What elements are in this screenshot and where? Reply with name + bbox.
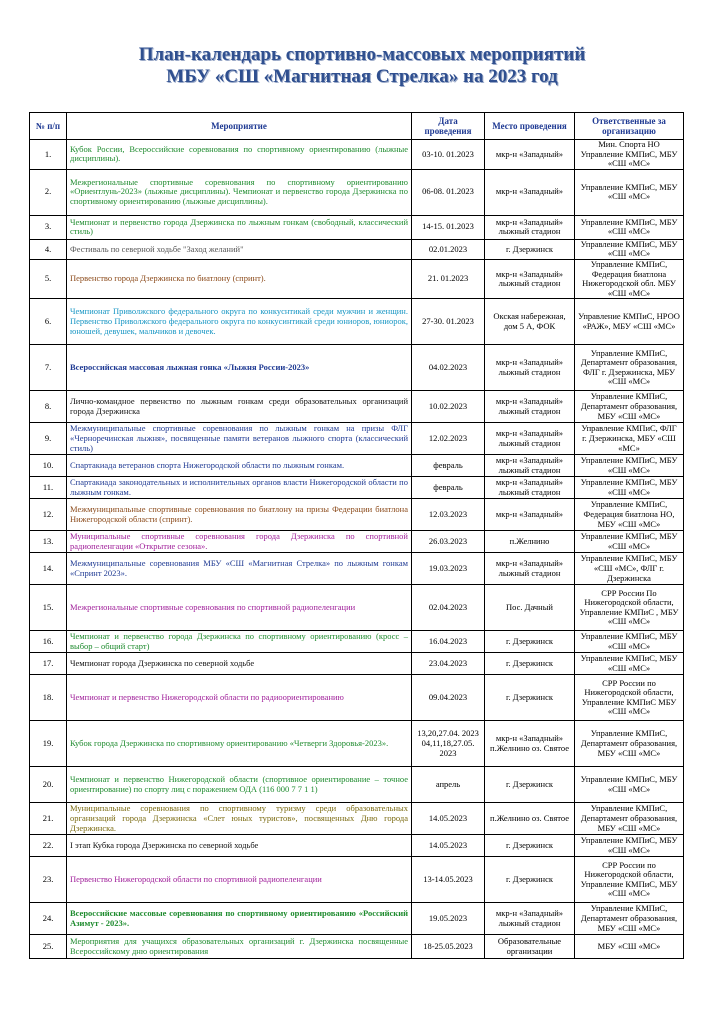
row-place: п.Желнино [485, 531, 575, 553]
row-date: 04.02.2023 [412, 345, 485, 391]
row-place: мкр-н «Западный» п.Желнино оз. Святое [485, 721, 575, 767]
row-num: 23. [30, 857, 67, 903]
row-date: 23.04.2023 [412, 653, 485, 675]
table-row [30, 935, 684, 959]
row-num: 18. [30, 675, 67, 721]
title-line-2: МБУ «СШ «Магнитная Стрелка» на 2023 год [166, 66, 558, 87]
row-event: Кубок города Дзержинска по спортивному ориентированию «Четверги Здоровья-2023». [67, 721, 412, 767]
row-date: 13-14.05.2023 [412, 857, 485, 903]
header-org: Ответственные за организацию [575, 113, 684, 140]
table-row [30, 455, 684, 477]
row-org: Управление КМПиС, Департамент образования, МБУ «СШ «МС» [575, 391, 684, 423]
row-num: 4. [30, 239, 67, 259]
row-org: Управление КМПиС, МБУ «СШ «МС» [575, 631, 684, 653]
row-event: Спартакиада ветеранов спорта Нижегородской области по лыжным гонкам. [67, 455, 412, 477]
row-date: 02.01.2023 [412, 239, 485, 259]
row-place: мкр-н «Западный» лыжный стадион [485, 553, 575, 585]
table-row [30, 835, 684, 857]
row-org: Управление КМПиС, Департамент образования, МБУ «СШ «МС» [575, 721, 684, 767]
row-org: Управление КМПиС, МБУ «СШ «МС» [575, 215, 684, 239]
row-num: 22. [30, 835, 67, 857]
row-num: 14. [30, 553, 67, 585]
row-org: Управление КМПиС, Департамент образования, МБУ «СШ «МС» [575, 803, 684, 835]
header-event: Мероприятие [67, 113, 412, 140]
row-org: МБУ «СШ «МС» [575, 935, 684, 959]
row-num: 5. [30, 259, 67, 298]
row-event: Чемпионат и первенство Нижегородской области по радиоориентированию [67, 675, 412, 721]
row-num: 9. [30, 423, 67, 455]
row-place: г. Дзержинск [485, 653, 575, 675]
row-place: Пос. Дачный [485, 585, 575, 631]
row-date: 27-30. 01.2023 [412, 299, 485, 345]
table-row [30, 423, 684, 455]
row-place: Окская набережная, дом 5 А, ФОК [485, 299, 575, 345]
row-num: 13. [30, 531, 67, 553]
row-event: Кубок России, Всероссийские соревнования по спортивному ориентированию (лыжные дисциплины). [67, 140, 412, 170]
row-place: мкр-н «Западный» лыжный стадион [485, 477, 575, 499]
row-event: Межрегиональные спортивные соревнования по спортивному ориентированию «Ориентлунь-2023» (лыжные дисциплины). Чемпионат и первенство города Дзержинска по спортивному ориентированию (лыжные дисциплины). [67, 169, 412, 215]
row-place: мкр-н «Западный» лыжный стадион [485, 391, 575, 423]
row-event: Муниципальные соревнования по спортивному туризму среди образовательных организаций города Дзержинска «Слет юных туристов», посвященных Дню города Дзержинска. [67, 803, 412, 835]
row-date: 13,20,27.04. 2023 04,11,18,27.05. 2023 [412, 721, 485, 767]
row-org: Управление КМПиС, МБУ «СШ «МС» [575, 653, 684, 675]
row-place: мкр-н «Западный» [485, 169, 575, 215]
row-date: 02.04.2023 [412, 585, 485, 631]
row-num: 6. [30, 299, 67, 345]
row-num: 2. [30, 169, 67, 215]
table-row [30, 631, 684, 653]
row-date: 06-08. 01.2023 [412, 169, 485, 215]
row-org: Управление КМПиС, МБУ «СШ «МС» [575, 531, 684, 553]
events-table [29, 112, 684, 959]
row-place: мкр-н «Западный» лыжный стадион [485, 903, 575, 935]
row-date: апрель [412, 767, 485, 803]
row-event: Чемпионат города Дзержинска по северной ходьбе [67, 653, 412, 675]
table-row [30, 675, 684, 721]
row-org: Управление КМПиС, МБУ «СШ «МС» [575, 169, 684, 215]
row-num: 11. [30, 477, 67, 499]
row-event: Чемпионат и первенство Нижегородской области (спортивное ориентирование – точное ориентирование) по спорту лиц с поражением ОДА (116 000 7 7 1 1) [67, 767, 412, 803]
row-org: Управление КМПиС, МБУ «СШ «МС» [575, 835, 684, 857]
row-org: Мин. Спорта НО Управление КМПиС, МБУ «СШ «МС» [575, 140, 684, 170]
table-row [30, 553, 684, 585]
row-date: 18-25.05.2023 [412, 935, 485, 959]
row-org: СРР России по Нижегородской области, Управление КМПиС, МБУ «СШ «МС» [575, 857, 684, 903]
row-date: 16.04.2023 [412, 631, 485, 653]
row-num: 12. [30, 499, 67, 531]
row-event: Межмуниципальные спортивные соревнования по биатлону на призы Федерации биатлона Нижегородской области (спринт). [67, 499, 412, 531]
row-num: 19. [30, 721, 67, 767]
row-num: 10. [30, 455, 67, 477]
row-place: мкр-н «Западный» [485, 140, 575, 170]
row-date: 09.04.2023 [412, 675, 485, 721]
table-row [30, 259, 684, 298]
row-event: Чемпионат Приволжского федерального округа по конкуснтикай среди мужчин и женщин. Первенство Приволжского федерального округа по конкусинтикай среди юниоров, юниорок, юношей, девушек, мальчиков и девочек. [67, 299, 412, 345]
row-place: г. Дзержинск [485, 835, 575, 857]
row-place: г. Дзержинск [485, 857, 575, 903]
row-org: Управление КМПиС, Департамент образования, ФЛГ г. Дзержинска, МБУ «СШ «МС» [575, 345, 684, 391]
row-event: Межмуниципальные соревнования МБУ «СШ «Магнитная Стрелка» по лыжным гонкам «Спринт 2023». [67, 553, 412, 585]
row-event: Межрегиональные спортивные соревнования по спортивной радиопеленгации [67, 585, 412, 631]
row-event: Мероприятия для учащихся образовательных организаций г. Дзержинска посвященные Всероссийскому дню ориентирования [67, 935, 412, 959]
row-date: 14.05.2023 [412, 835, 485, 857]
row-date: 19.03.2023 [412, 553, 485, 585]
header-place: Место проведения [485, 113, 575, 140]
row-org: СРР России По Нижегородской области, Управление КМПиС , МБУ «СШ «МС» [575, 585, 684, 631]
row-num: 15. [30, 585, 67, 631]
row-date: 14.05.2023 [412, 803, 485, 835]
title-line-1: План-календарь спортивно-массовых мероприятий [138, 44, 586, 65]
row-org: Управление КМПиС, МБУ «СШ «МС», ФЛГ г. Дзержинска [575, 553, 684, 585]
table-row [30, 391, 684, 423]
row-place: п.Желнино оз. Святое [485, 803, 575, 835]
row-event: Чемпионат и первенство города Дзержинска по лыжным гонкам (свободный, классический стиль) [67, 215, 412, 239]
row-place: г. Дзержинск [485, 239, 575, 259]
table-row [30, 499, 684, 531]
row-org: СРР России по Нижегородской области, Управление КМПиС МБУ «СШ «МС» [575, 675, 684, 721]
row-place: Образовательные организации [485, 935, 575, 959]
table-row [30, 239, 684, 259]
row-org: Управление КМПиС, ФЛГ г. Дзержинска, МБУ «СШ «МС» [575, 423, 684, 455]
table-row [30, 169, 684, 215]
row-org: Управление КМПиС, НРОО «РАЖ», МБУ «СШ «МС» [575, 299, 684, 345]
row-event: I этап Кубка города Дзержинска по северной ходьбе [67, 835, 412, 857]
row-place: г. Дзержинск [485, 631, 575, 653]
row-place: г. Дзержинск [485, 767, 575, 803]
header-date: Дата проведения [412, 113, 485, 140]
table-header-row [30, 113, 684, 140]
row-event: Чемпионат и первенство города Дзержинска по спортивному ориентированию (кросс – выбор – общий старт) [67, 631, 412, 653]
row-num: 20. [30, 767, 67, 803]
row-place: мкр-н «Западный» лыжный стадион [485, 215, 575, 239]
row-event: Муниципальные спортивные соревнования города Дзержинска по спортивной радиопеленгации «Открытие сезона». [67, 531, 412, 553]
row-date: 26.03.2023 [412, 531, 485, 553]
row-place: мкр-н «Западный» лыжный стадион [485, 455, 575, 477]
row-place: мкр-н «Западный» лыжный стадион [485, 345, 575, 391]
row-date: 03-10. 01.2023 [412, 140, 485, 170]
row-num: 21. [30, 803, 67, 835]
row-event: Межмуниципальные спортивные соревнования по лыжным гонкам на призы ФЛГ «Черноречинская лыжня», посвященные памяти ветеранов лыжного спорта (классический стиль) [67, 423, 412, 455]
header-num: № п/п [30, 113, 67, 140]
row-date: 14-15. 01.2023 [412, 215, 485, 239]
row-date: февраль [412, 477, 485, 499]
table-row [30, 585, 684, 631]
row-date: 12.03.2023 [412, 499, 485, 531]
row-date: 19.05.2023 [412, 903, 485, 935]
row-org: Управление КМПиС, Департамент образования, МБУ «СШ «МС» [575, 903, 684, 935]
row-place: мкр-н «Западный» лыжный стадион [485, 259, 575, 298]
table-row [30, 299, 684, 345]
row-event: Фестиваль по северной ходьбе "Заход желаний" [67, 239, 412, 259]
row-event: Спартакиада законодательных и исполнительных органов власти Нижегородской области по лыжным гонкам. [67, 477, 412, 499]
row-date: 21. 01.2023 [412, 259, 485, 298]
table-row [30, 531, 684, 553]
row-org: Управление КМПиС, Федерация биатлона НО, МБУ «СШ «МС» [575, 499, 684, 531]
row-num: 16. [30, 631, 67, 653]
row-org: Управление КМПиС, МБУ «СШ «МС» [575, 239, 684, 259]
row-place: мкр-н «Западный» [485, 499, 575, 531]
row-org: Управление КМПиС, МБУ «СШ «МС» [575, 455, 684, 477]
table-row [30, 903, 684, 935]
table-row [30, 140, 684, 170]
table-row [30, 215, 684, 239]
row-org: Управление КМПиС, Федерация биатлона Нижегородской обл. МБУ «СШ «МС» [575, 259, 684, 298]
table-row [30, 345, 684, 391]
table-row [30, 767, 684, 803]
row-num: 7. [30, 345, 67, 391]
row-place: мкр-н «Западный» лыжный стадион [485, 423, 575, 455]
row-num: 25. [30, 935, 67, 959]
row-num: 8. [30, 391, 67, 423]
row-date: февраль [412, 455, 485, 477]
row-event: Первенство Нижегородской области по спортивной радиопеленгации [67, 857, 412, 903]
row-event: Всероссийские массовые соревнования по спортивному ориентированию «Российский Азимут - 2023». [67, 903, 412, 935]
row-date: 12.02.2023 [412, 423, 485, 455]
table-row [30, 477, 684, 499]
row-org: Управление КМПиС, МБУ «СШ «МС» [575, 477, 684, 499]
row-org: Управление КМПиС, МБУ «СШ «МС» [575, 767, 684, 803]
row-place: г. Дзержинск [485, 675, 575, 721]
row-num: 3. [30, 215, 67, 239]
row-event: Первенство города Дзержинска по биатлону (спринт). [67, 259, 412, 298]
row-date: 10.02.2023 [412, 391, 485, 423]
document-title [0, 44, 724, 88]
row-num: 24. [30, 903, 67, 935]
table-row [30, 721, 684, 767]
table-row [30, 803, 684, 835]
row-num: 17. [30, 653, 67, 675]
table-row [30, 857, 684, 903]
row-event: Лично-командное первенство по лыжным гонкам среди образовательных организаций города Дзержинска [67, 391, 412, 423]
row-event: Всероссийская массовая лыжная гонка «Лыжня России-2023» [67, 345, 412, 391]
row-num: 1. [30, 140, 67, 170]
table-row [30, 653, 684, 675]
